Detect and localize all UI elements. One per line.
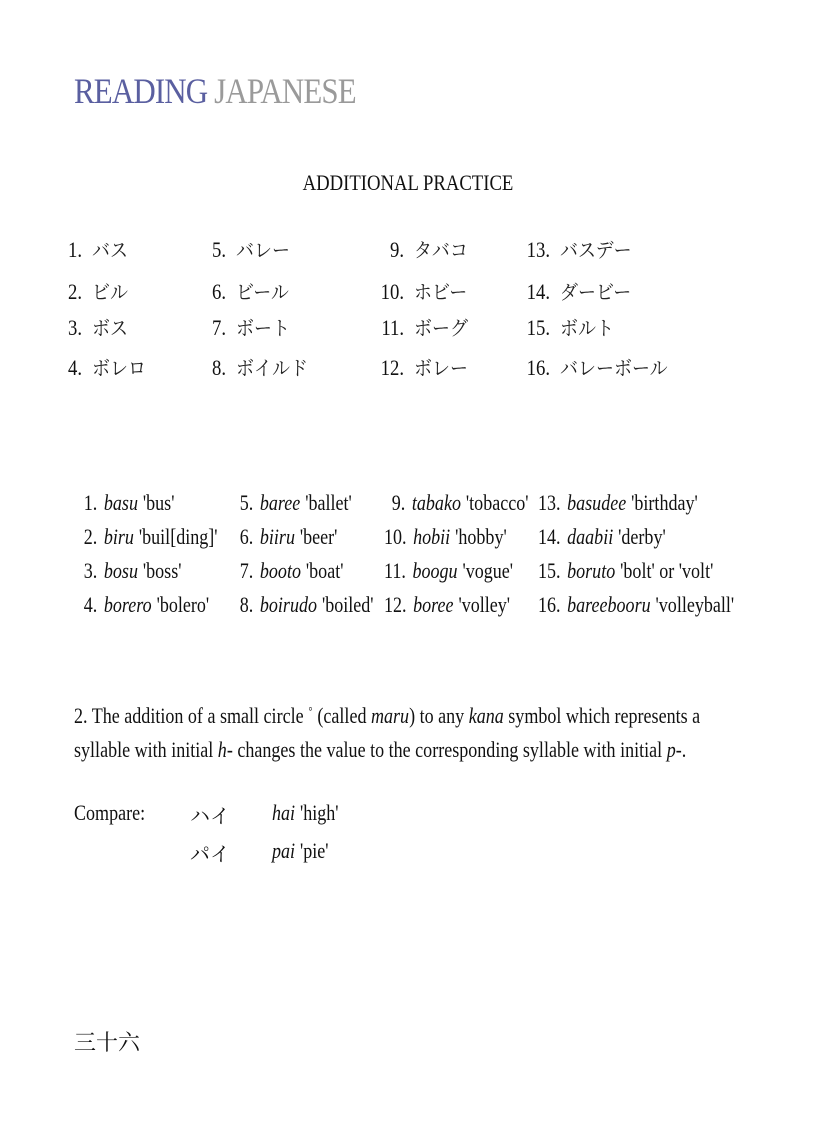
item-number: 1. [83, 490, 98, 515]
gloss: 'ballet' [305, 490, 352, 515]
romaji-item [384, 558, 513, 584]
kana-item [190, 312, 296, 342]
compare-label: Compare: [74, 800, 146, 825]
item-number: 16. [526, 355, 550, 380]
romaji-word: daabii [567, 524, 614, 549]
katakana-word: バレー [236, 238, 290, 262]
romaji-item [538, 524, 666, 550]
item-number: 13. [526, 237, 550, 262]
gloss: 'boss' [142, 558, 182, 583]
romaji-word: booto [259, 558, 301, 583]
item-number: 2. [83, 524, 98, 549]
item-number: 1. [67, 237, 82, 262]
compare-gloss: 'high' [299, 800, 339, 825]
kana-item [190, 234, 296, 264]
romaji-word: borero [103, 592, 152, 617]
compare-romaji-row [272, 838, 329, 864]
gloss: 'buil[ding]' [138, 524, 218, 549]
term-maru: maru [370, 703, 410, 728]
romaji-item [538, 592, 734, 618]
kana-item [514, 352, 680, 382]
item-number: 8. [211, 355, 226, 380]
katakana-word: ビル [92, 280, 128, 304]
gloss: 'tobacco' [465, 490, 529, 515]
item-number: 12. [380, 355, 404, 380]
katakana-word: ボルト [560, 316, 614, 340]
maru-symbol: ° [308, 704, 313, 718]
romaji-item [232, 490, 352, 516]
romaji-word: hobii [413, 524, 451, 549]
compare-kana: パイ [190, 842, 230, 866]
katakana-word: ボイルド [236, 356, 308, 380]
kana-item [368, 234, 474, 264]
item-number: 11. [384, 558, 406, 583]
item-number: 14. [538, 524, 561, 549]
katakana-word: ビール [236, 280, 289, 304]
romaji-item [76, 524, 218, 550]
item-number: 4. [67, 355, 82, 380]
item-number: 9. [391, 490, 406, 515]
compare-block [74, 800, 774, 880]
page-number: 三十六 [74, 1031, 141, 1056]
section-title: ADDITIONAL PRACTICE [302, 170, 514, 195]
katakana-word: ダービー [560, 280, 632, 304]
kana-item [514, 312, 620, 342]
katakana-word: バス [92, 238, 128, 262]
kana-item [190, 352, 316, 382]
item-number: 7. [211, 315, 226, 340]
item-number: 5. [239, 490, 254, 515]
item-number: 6. [211, 279, 226, 304]
katakana-word: ボレー [414, 356, 468, 380]
item-number: 16. [538, 592, 561, 617]
item-number: 2. [67, 279, 82, 304]
katakana-word: ボレロ [92, 356, 146, 380]
item-number: 15. [538, 558, 561, 583]
item-number: 4. [83, 592, 98, 617]
item-number: 14. [526, 279, 550, 304]
katakana-word: ボス [92, 316, 128, 340]
item-number: 3. [83, 558, 98, 583]
gloss: 'boat' [305, 558, 344, 583]
kana-item [514, 234, 640, 264]
romaji-word: boirudo [259, 592, 318, 617]
title-word-japanese: JAPANESE [214, 71, 356, 111]
romaji-word: boruto [567, 558, 616, 583]
compare-gloss: 'pie' [299, 838, 329, 863]
kana-item [46, 312, 132, 342]
item-number: 10. [380, 279, 404, 304]
kana-item [368, 312, 474, 342]
item-number: 12. [384, 592, 407, 617]
item-number: 6. [239, 524, 254, 549]
romaji-item [232, 558, 343, 584]
kana-item [190, 276, 295, 306]
kana-item [46, 234, 132, 264]
item-number: 3. [67, 315, 82, 340]
item-number: 15. [526, 315, 550, 340]
compare-romaji-row [272, 800, 339, 826]
romaji-word: boogu [412, 558, 458, 583]
gloss: 'boiled' [321, 592, 374, 617]
gloss: 'volley' [458, 592, 511, 617]
gloss: 'birthday' [631, 490, 698, 515]
gloss: 'volleyball' [655, 592, 735, 617]
katakana-word: ホビー [414, 280, 468, 304]
page-title [74, 70, 356, 112]
katakana-word: バスデー [560, 238, 632, 262]
romaji-word: biiru [259, 524, 295, 549]
romaji-word: boree [413, 592, 454, 617]
gloss: 'bolt' or 'volt' [620, 558, 714, 583]
romaji-item [538, 558, 713, 584]
romaji-word: bosu [103, 558, 138, 583]
romaji-item [76, 558, 181, 584]
item-number: 9. [389, 237, 404, 262]
katakana-word: バレーボール [560, 356, 668, 380]
gloss: 'bolero' [156, 592, 210, 617]
romaji-word: bareebooru [567, 592, 651, 617]
katakana-word: ボート [236, 316, 290, 340]
romaji-item [384, 524, 507, 550]
romaji-word: tabako [411, 490, 461, 515]
kana-item [368, 276, 473, 306]
katakana-word: ボーグ [414, 316, 468, 340]
compare-kana: ハイ [190, 804, 230, 828]
kana-item [368, 352, 474, 382]
romaji-word: basu [103, 490, 138, 515]
gloss: 'beer' [299, 524, 338, 549]
item-number: 5. [211, 237, 226, 262]
item-number: 8. [239, 592, 254, 617]
romaji-word: biru [103, 524, 134, 549]
romaji-word: baree [259, 490, 301, 515]
compare-romaji: pai [272, 838, 296, 863]
romaji-item [76, 490, 174, 516]
term-h: h- [217, 737, 233, 762]
katakana-word: タバコ [414, 238, 468, 262]
gloss: 'vogue' [462, 558, 514, 583]
romaji-item [538, 490, 698, 516]
romaji-item [232, 524, 337, 550]
gloss: 'hobby' [455, 524, 507, 549]
maru-rule-paragraph: 2. The addition of a small circle ° (called maru) to any kana symbol which represents a syllable with initial h- changes the value to the corresponding syllable with initial p-. [74, 703, 701, 762]
title-word-reading: READING [74, 71, 208, 111]
romaji-item [384, 490, 529, 516]
kana-item [46, 276, 132, 306]
romaji-item [384, 592, 510, 618]
term-kana: kana [468, 703, 504, 728]
item-number: 10. [384, 524, 407, 549]
kana-item [46, 352, 152, 382]
gloss: 'derby' [618, 524, 666, 549]
gloss: 'bus' [142, 490, 175, 515]
romaji-item [76, 592, 209, 618]
term-p: p- [666, 737, 682, 762]
compare-romaji: hai [272, 800, 296, 825]
romaji-word: basudee [567, 490, 627, 515]
item-number: 7. [239, 558, 254, 583]
romaji-item [232, 592, 374, 618]
item-number: 13. [538, 490, 561, 515]
kana-item [514, 276, 639, 306]
item-number: 11. [381, 315, 404, 340]
